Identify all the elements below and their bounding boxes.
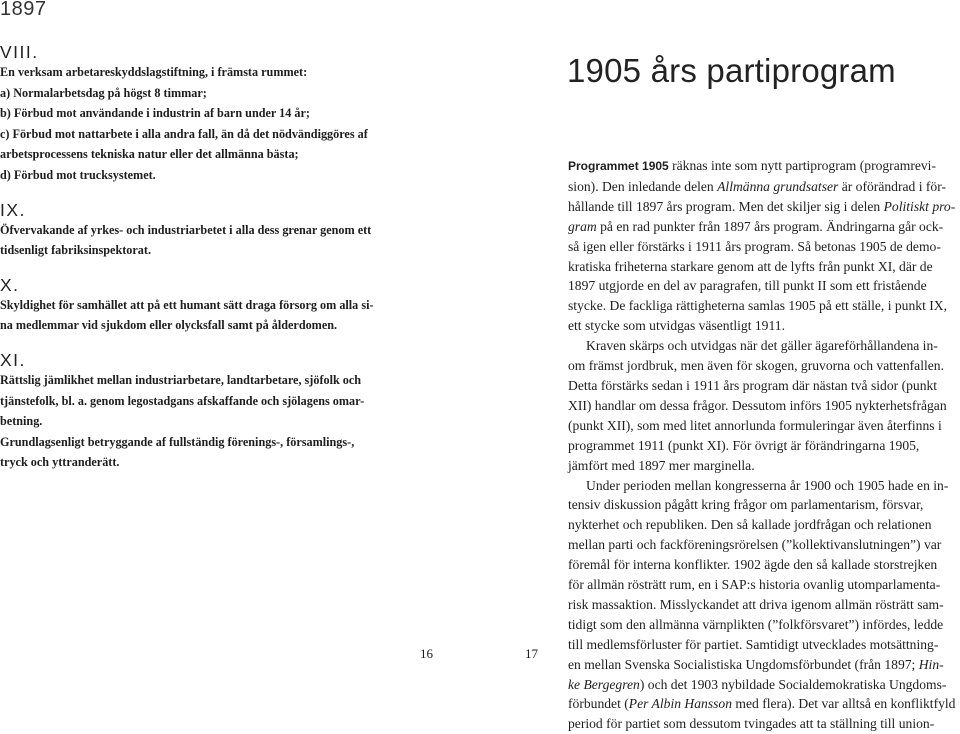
section-line: Rättslig jämlikhet mellan industriarbetare, landtarbetare, sjöfolk och [0, 372, 362, 387]
body-line [568, 296, 960, 316]
text-run: räknas inte som nytt partiprogram (programrevi- [668, 158, 936, 173]
italic-term: ke Bergegren [568, 676, 640, 692]
section-line: arbetsprocessens tekniska natur eller det allmänna bästa; [0, 147, 299, 162]
section-text [0, 220, 396, 261]
text-run: för allmän rösträtt rum, en i SAP:s historia ovanlig utomparlamenta- [568, 577, 941, 593]
body-line [568, 257, 960, 277]
body-line [568, 595, 960, 615]
body-line [568, 336, 960, 356]
section-line: c) Förbud mot nattarbete i alla andra fall, än då det nödvändiggöres af [0, 126, 368, 141]
italic-term: Hin- [918, 656, 944, 672]
text-run: XII) handlar om dessa frågor. Dessutom införs 1905 nykterhetsfrågan [568, 397, 947, 413]
italic-term: Allmänna grundsatser [717, 178, 839, 194]
body-line [568, 555, 960, 575]
text-run: programmet 1911 (punkt XI). För övrigt är förändringarna 1905, [568, 437, 920, 453]
section-line: na medlemmar vid sjukdom eller olycksfall samt på ålderdomen. [0, 318, 338, 333]
text-run: sion). Den inledande delen [568, 178, 718, 194]
body-line [568, 436, 960, 456]
body-line [568, 694, 960, 714]
italic-term: Politiskt pro- [883, 198, 956, 214]
text-run: förbundet ( [568, 696, 629, 712]
running-head-year: 1897 [0, 0, 47, 20]
text-run: ett stycke som utvidgas väsentligt 1911. [568, 318, 785, 334]
body-line [568, 675, 960, 695]
body-line [568, 476, 960, 496]
section-line: betning. [0, 414, 43, 429]
text-run: Detta förstärks sedan i 1911 års program där nästan två sidor (punkt [568, 377, 938, 393]
text-run: Kraven skärps och utvidgas när det gäller ägareförhållandena in- [586, 338, 938, 354]
body-line [568, 356, 960, 376]
section-line: tryck och yttranderätt. [0, 455, 120, 470]
body-line [568, 535, 960, 555]
italic-term: gram [568, 218, 597, 234]
text-run: är oförändrad i för- [838, 178, 946, 194]
body-line [568, 197, 960, 217]
body-line [568, 316, 960, 336]
body-line [568, 714, 960, 734]
body-line [568, 615, 960, 635]
lead-label: Programmet 1905 [568, 159, 669, 173]
section-line: a) Normalarbetsdag på högst 8 timmar; [0, 85, 207, 100]
text-run: period för partiet som dessutom tvingades att ta ställning till union- [568, 716, 935, 732]
text-run: nykterhet och republiken. Den så kallade jordfrågan och relationen [568, 517, 932, 533]
body-line [568, 456, 960, 476]
text-run: med flera). Det var alltså en konfliktfyld [732, 696, 956, 712]
text-run: jämfört med 1897 mer marginella. [568, 457, 755, 473]
body-line [568, 495, 960, 515]
left-page-program-text [0, 42, 396, 487]
italic-term: Per Albin Hansson [628, 696, 732, 712]
text-run: ) och det 1903 nybildade Socialdemokratiska Ungdoms- [639, 676, 947, 692]
body-line [568, 635, 960, 655]
section-numeral: X. [0, 274, 20, 295]
page-number-right: 17 [525, 646, 538, 661]
text-run: kratiska friheterna starkare genom att de lyfts från punkt XI, där de [568, 258, 933, 274]
section-line: En verksam arbetareskyddslagstiftning, i främsta rummet: [0, 65, 308, 79]
body-line [568, 575, 960, 595]
body-line [568, 515, 960, 535]
section-numeral: XI. [0, 349, 26, 370]
text-run: på en rad punkter från 1897 års program. Ändringarna går ock- [596, 218, 944, 234]
section-numeral: IX. [0, 199, 26, 220]
text-run: stycke. De fackliga rättigheterna samlas 1905 på ett ställe, i punkt IX, [568, 298, 947, 314]
text-run: till medlemsförluster för partiet. Samtidigt utvecklades motsättning- [568, 636, 939, 652]
section-line: d) Förbud mot trucksystemet. [0, 167, 156, 182]
text-run: hållande till 1897 års program. Men det skiljer sig i delen [568, 198, 884, 214]
text-run: risk massaktion. Misslyckandet att driva igenom allmän rösträtt sam- [568, 596, 944, 612]
body-line [568, 396, 960, 416]
section-numeral: VIII. [0, 42, 39, 62]
section-line: Öfvervakande af yrkes- och industriarbetet i alla dess grenar genom ett [0, 222, 372, 237]
body-line [568, 177, 960, 197]
body-line [568, 376, 960, 396]
text-run: så igen eller förstärks i 1911 års program. Så betonas 1905 de demo- [568, 238, 941, 254]
text-run: Under perioden mellan kongresserna år 1900 och 1905 hade en in- [586, 477, 949, 493]
section-text [0, 370, 396, 473]
text-run: om främst jordbruk, men även för skogen, gruvorna och vattenfallen. [568, 358, 944, 374]
body-line [568, 237, 960, 257]
text-run: föremål för interna konflikter. 1902 ägde den så kallade storstrejken [568, 557, 938, 573]
text-run: (punkt XII), som med litet annorlunda formuleringar även återfinns i [568, 417, 942, 433]
text-run: 1897 utgjorde en del av paragrafen, till punkt II som ett fristående [568, 278, 927, 294]
text-run: en mellan Svenska Socialistiska Ungdomsförbundet (från 1897; [568, 656, 919, 672]
section-line: Grundlagsenligt betryggande af fullständig förenings-, församlings-, [0, 434, 355, 449]
section-line: b) Förbud mot användande i industrin af barn under 14 år; [0, 106, 310, 121]
text-run: tensiv diskussion pågått kring frågor om parlamentarism, försvar, [568, 497, 924, 513]
section-line: tjänstefolk, bl. a. genom legostadgans afskaffande och sjölagens omar- [0, 393, 365, 408]
text-run: tidigt som den allmänna värnplikten (”folkförsvaret”) infördes, ledde [568, 616, 944, 632]
page-number-left: 16 [420, 646, 433, 661]
body-line [568, 276, 960, 296]
right-page-body-text [568, 156, 960, 734]
section-text [0, 295, 396, 336]
section-text [0, 62, 396, 186]
text-run: mellan parti och fackföreningsrörelsen (”kollektivanslutningen”) var [568, 537, 942, 553]
page-title: 1905 års partiprogram [567, 52, 896, 90]
body-line [568, 156, 960, 177]
body-line [568, 217, 960, 237]
body-line [568, 416, 960, 436]
section-line: tidsenligt fabriksinspektorat. [0, 243, 152, 258]
section-line: Skyldighet för samhället att på ett humant sätt draga försorg om alla si- [0, 297, 374, 312]
